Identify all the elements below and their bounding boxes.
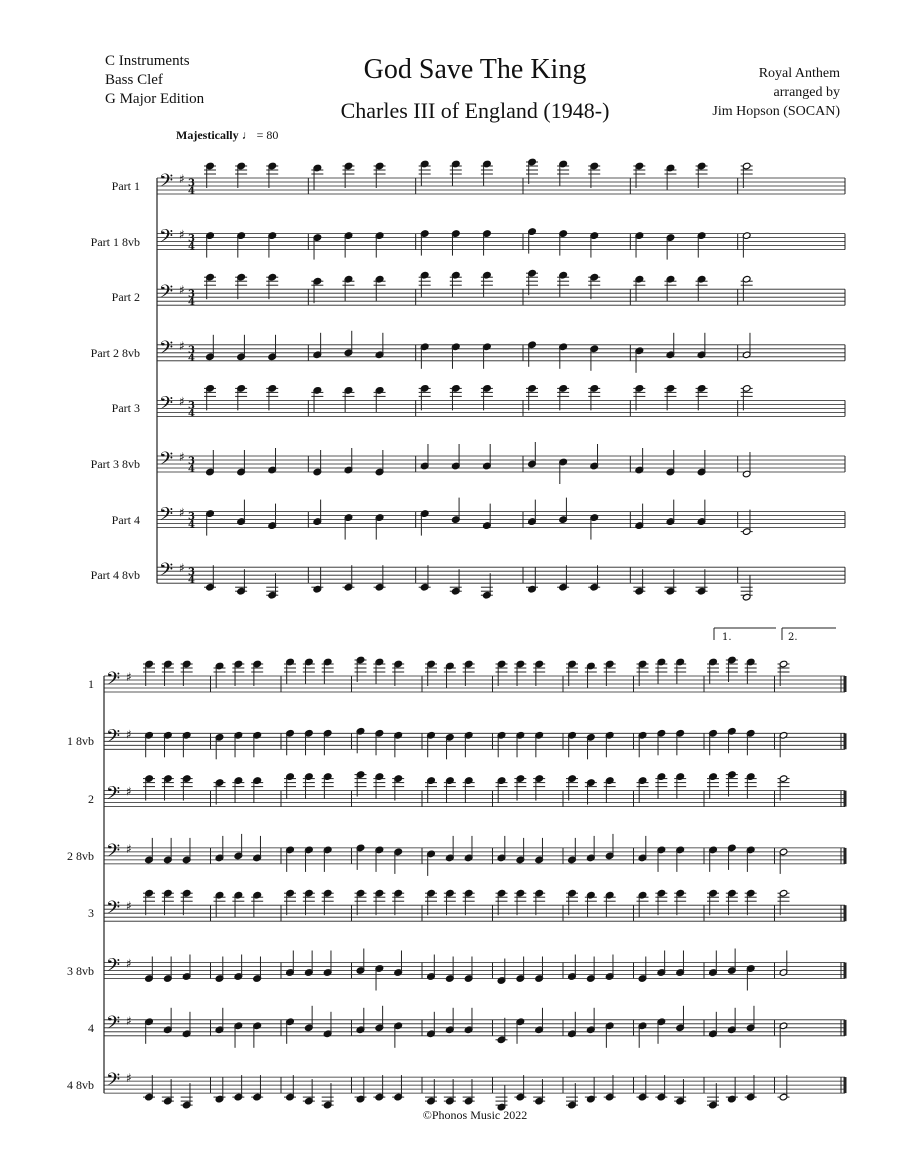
bass-clef-icon: 𝄢 (159, 171, 174, 196)
part-label: 1 (88, 677, 94, 691)
sharp-key-signature-icon: ♯ (126, 727, 132, 742)
bass-clef-icon: 𝄢 (159, 449, 174, 474)
time-signature-icon: 3 (188, 456, 195, 467)
time-signature-icon: 3 (188, 344, 195, 356)
arranger-name: Jim Hopson (SOCAN) (712, 104, 840, 119)
part-label: 3 (88, 906, 94, 921)
bass-clef-icon: 𝄢 (159, 393, 174, 419)
sharp-key-signature-icon: ♯ (179, 505, 185, 520)
sharp-key-signature-icon: ♯ (126, 956, 132, 971)
bass-clef-icon: 𝄢 (106, 726, 121, 752)
bass-clef-icon: 𝄢 (106, 840, 121, 866)
part-label: 4 8vb (67, 1078, 94, 1093)
sharp-key-signature-icon: ♯ (126, 899, 132, 914)
bass-clef-icon: 𝄢 (106, 955, 121, 981)
time-signature-icon: 4 (188, 519, 195, 531)
quarter-note-icon: ♩ (241, 128, 254, 142)
bass-clef-icon: 𝄢 (159, 282, 174, 308)
time-signature-icon: 4 (188, 575, 195, 587)
instruments-label: C Instruments (105, 53, 190, 69)
sharp-key-signature-icon: ♯ (126, 841, 132, 856)
tempo-text: Majestically (176, 128, 239, 142)
sharp-key-signature-icon: ♯ (179, 338, 185, 353)
score-title: God Save The King (363, 54, 587, 85)
clef-label: Bass Clef (105, 72, 163, 88)
score-subtitle: Charles III of England (1948-) (340, 98, 610, 123)
sharp-key-signature-icon: ♯ (126, 1071, 132, 1086)
sharp-key-signature-icon: ♯ (179, 172, 185, 186)
time-signature-icon: 4 (188, 186, 195, 197)
metronome-mark: = 80 (256, 128, 279, 142)
sharp-key-signature-icon: ♯ (126, 784, 132, 799)
bass-clef-icon: 𝄢 (159, 337, 174, 363)
bass-clef-icon: 𝄢 (106, 669, 121, 694)
copyright-footer: ©Phonos Music 2022 (422, 1108, 528, 1122)
part-label: 1 8vb (67, 734, 94, 749)
part-label: Part 1 8vb (90, 234, 140, 249)
part-label: Part 2 (111, 290, 140, 305)
part-label: 3 8vb (67, 963, 94, 978)
time-signature-icon: 3 (188, 567, 195, 579)
sharp-key-signature-icon: ♯ (179, 450, 185, 464)
bass-clef-icon: 𝄢 (106, 898, 121, 924)
bass-clef-icon: 𝄢 (159, 560, 174, 586)
part-label: Part 4 (111, 512, 140, 527)
bass-clef-icon: 𝄢 (106, 783, 121, 809)
time-signature-icon: 3 (188, 289, 195, 301)
bass-clef-icon: 𝄢 (106, 1070, 121, 1096)
time-signature-icon: 3 (188, 400, 195, 412)
time-signature-icon: 3 (188, 233, 195, 245)
ending-2-label: 2. (788, 632, 798, 643)
part-label: Part 3 (111, 401, 140, 416)
ending-1-label: 1. (722, 632, 732, 643)
time-signature-icon: 4 (188, 464, 195, 475)
bass-clef-icon: 𝄢 (159, 504, 174, 530)
sharp-key-signature-icon: ♯ (179, 561, 185, 576)
sharp-key-signature-icon: ♯ (126, 670, 132, 684)
bass-clef-icon: 𝄢 (159, 226, 174, 252)
time-signature-icon: 3 (188, 178, 195, 189)
category-label: Royal Anthem (758, 66, 840, 81)
sharp-key-signature-icon: ♯ (179, 227, 185, 242)
arranged-by-label: arranged by (773, 85, 840, 100)
part-label: 2 8vb (67, 848, 94, 863)
part-label: Part 2 8vb (90, 345, 140, 360)
time-signature-icon: 4 (188, 408, 195, 420)
sharp-key-signature-icon: ♯ (179, 283, 185, 298)
time-signature-icon: 4 (188, 297, 195, 309)
time-signature-icon: 3 (188, 511, 195, 523)
edition-label: G Major Edition (105, 91, 205, 107)
sharp-key-signature-icon: ♯ (179, 394, 185, 409)
part-label: Part 4 8vb (90, 568, 140, 583)
part-label: Part 1 (111, 179, 140, 193)
sharp-key-signature-icon: ♯ (126, 1013, 132, 1028)
part-label: 4 (88, 1020, 94, 1035)
bass-clef-icon: 𝄢 (106, 1012, 121, 1038)
time-signature-icon: 4 (188, 241, 195, 253)
time-signature-icon: 4 (188, 352, 195, 364)
part-label: Part 3 8vb (90, 457, 140, 471)
part-label: 2 (88, 791, 94, 806)
